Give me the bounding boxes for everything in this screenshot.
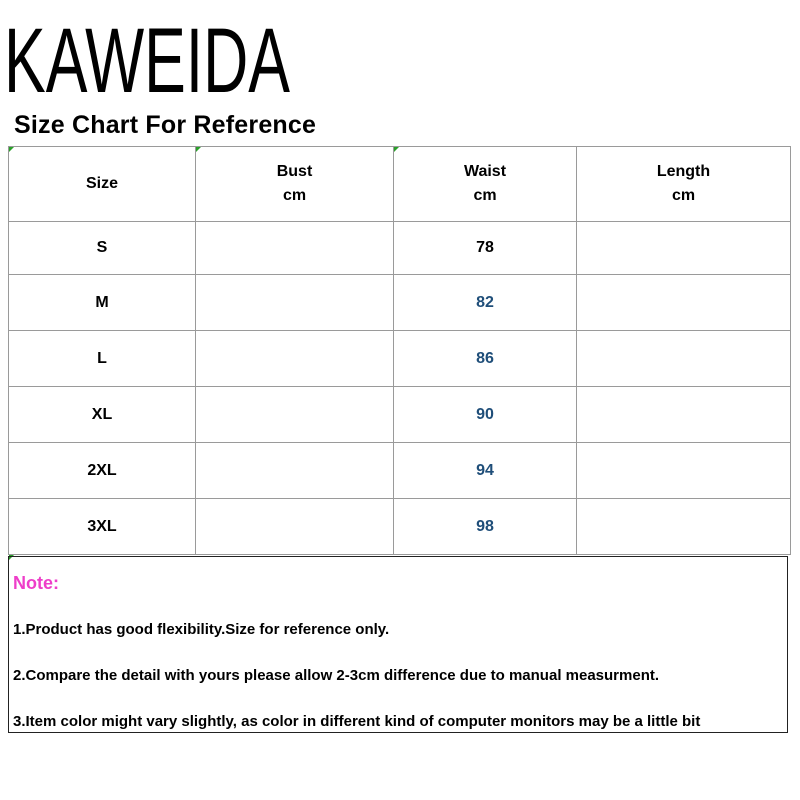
waist-cell: 94 — [394, 443, 577, 499]
notes-title: Note: — [13, 573, 59, 593]
size-cell: 3XL — [9, 499, 196, 555]
table-row — [9, 331, 791, 387]
table-row — [9, 387, 791, 443]
size-cell: M — [9, 275, 196, 331]
bust-cell — [196, 331, 394, 387]
cell-corner-marker — [9, 147, 14, 152]
table-row — [9, 222, 791, 275]
brand-logo — [4, 10, 294, 112]
size-cell: L — [9, 331, 196, 387]
length-cell — [577, 443, 791, 499]
bust-cell — [196, 387, 394, 443]
waist-cell: 78 — [394, 222, 577, 275]
length-cell — [577, 331, 791, 387]
header-waist: Waist cm — [394, 147, 577, 222]
length-cell — [577, 387, 791, 443]
bust-cell — [196, 275, 394, 331]
notes-box — [8, 556, 788, 733]
header-row — [9, 147, 791, 222]
chart-title: Size Chart For Reference — [14, 111, 317, 139]
size-cell: S — [9, 222, 196, 275]
cell-corner-marker — [196, 147, 201, 152]
note-line: 1.Product has good flexibility.Size for reference only. — [13, 621, 390, 638]
bust-cell — [196, 222, 394, 275]
cell-corner-marker — [394, 147, 399, 152]
header-bust: Bust cm — [196, 147, 394, 222]
length-cell — [577, 499, 791, 555]
length-cell — [577, 222, 791, 275]
length-cell — [577, 275, 791, 331]
header-length: Length cm — [577, 147, 791, 222]
bust-cell — [196, 443, 394, 499]
size-cell: XL — [9, 387, 196, 443]
header-size: Size — [9, 147, 196, 222]
table-row — [9, 499, 791, 555]
waist-cell: 98 — [394, 499, 577, 555]
table-row — [9, 443, 791, 499]
waist-cell: 90 — [394, 387, 577, 443]
table-row — [9, 275, 791, 331]
waist-cell: 86 — [394, 331, 577, 387]
waist-cell: 82 — [394, 275, 577, 331]
size-cell: 2XL — [9, 443, 196, 499]
note-line: 3.Item color might vary slightly, as color in different kind of computer monitors may be a little bit — [13, 713, 701, 730]
size-chart-table — [8, 146, 791, 555]
note-line: 2.Compare the detail with yours please allow 2-3cm difference due to manual measurment. — [13, 667, 660, 684]
brand-logo-text: KAWEIDA — [4, 10, 291, 112]
bust-cell — [196, 499, 394, 555]
